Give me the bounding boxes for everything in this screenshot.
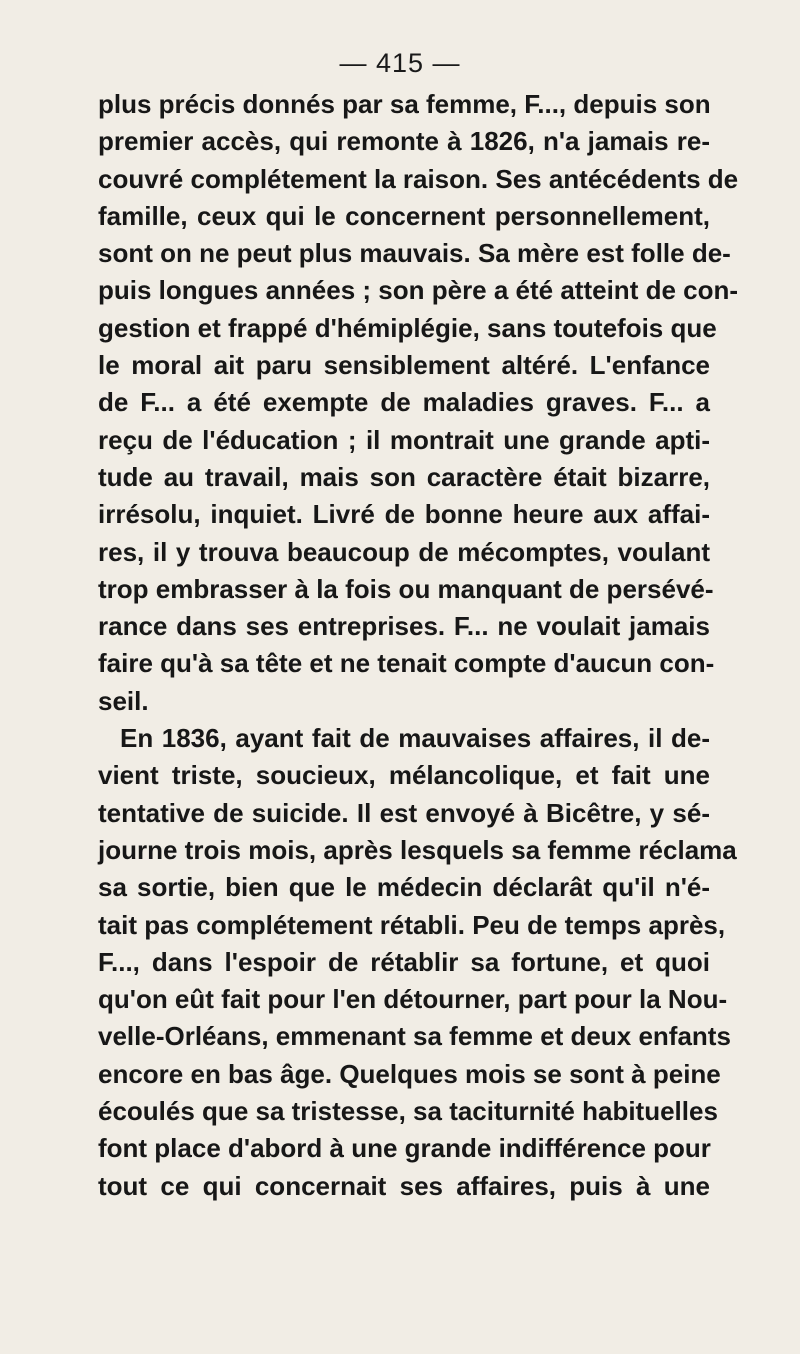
text-line: premier accès, qui remonte à 1826, n'a jamais re-	[98, 126, 710, 157]
text-line: journe trois mois, après lesquels sa femme réclama	[98, 834, 737, 865]
text-line: qu'on eût fait pour l'en détourner, part pour la Nou-	[98, 984, 728, 1015]
text-line: irrésolu, inquiet. Livré de bonne heure aux affai-	[98, 499, 710, 530]
text-line: reçu de l'éducation ; il montrait une grande apti-	[98, 424, 710, 455]
text-line: écoulés que sa tristesse, sa taciturnité habituelles	[98, 1096, 718, 1127]
page-number: — 415 —	[339, 48, 461, 78]
text-line: encore en bas âge. Quelques mois se sont à peine	[98, 1058, 721, 1089]
body-text	[98, 86, 739, 1205]
text-line: vient triste, soucieux, mélancolique, et fait une	[98, 760, 710, 791]
text-line: tout ce qui concernait ses affaires, puis à une	[98, 1170, 710, 1201]
text-line: velle-Orléans, emmenant sa femme et deux enfants	[98, 1021, 731, 1052]
text-line: F..., dans l'espoir de rétablir sa fortune, et quoi	[98, 946, 710, 977]
text-line: En 1836, ayant fait de mauvaises affaires, il de-	[120, 723, 710, 754]
text-line: faire qu'à sa tête et ne tenait compte d'aucun con-	[98, 648, 715, 679]
text-line: tude au travail, mais son caractère était bizarre,	[98, 461, 710, 492]
text-line: rance dans ses entreprises. F... ne voulait jamais	[98, 611, 710, 642]
text-line: tentative de suicide. Il est envoyé à Bicêtre, y sé-	[98, 797, 710, 828]
text-line: tait pas complétement rétabli. Peu de temps après,	[98, 909, 726, 940]
text-line: de F... a été exempte de maladies graves. F... a	[98, 387, 710, 418]
text-line: puis longues années ; son père a été atteint de con-	[98, 275, 739, 306]
text-line: trop embrasser à la fois ou manquant de persévé-	[98, 573, 714, 604]
text-line: sa sortie, bien que le médecin déclarât qu'il n'é-	[98, 872, 710, 903]
text-line: plus précis donnés par sa femme, F..., depuis son	[98, 89, 711, 119]
text-line: res, il y trouva beaucoup de mécomptes, voulant	[98, 536, 710, 567]
text-line: sont on ne peut plus mauvais. Sa mère est folle de-	[98, 238, 731, 269]
text-line: font place d'abord à une grande indifférence pour	[98, 1133, 711, 1164]
text-line: gestion et frappé d'hémiplégie, sans toutefois que	[98, 312, 717, 343]
text-line: famille, ceux qui le concernent personnellement,	[98, 200, 710, 231]
text-line: le moral ait paru sensiblement altéré. L'enfance	[98, 350, 710, 381]
text-line: couvré complétement la raison. Ses antécédents de	[98, 163, 739, 194]
text-line: seil.	[98, 685, 149, 716]
